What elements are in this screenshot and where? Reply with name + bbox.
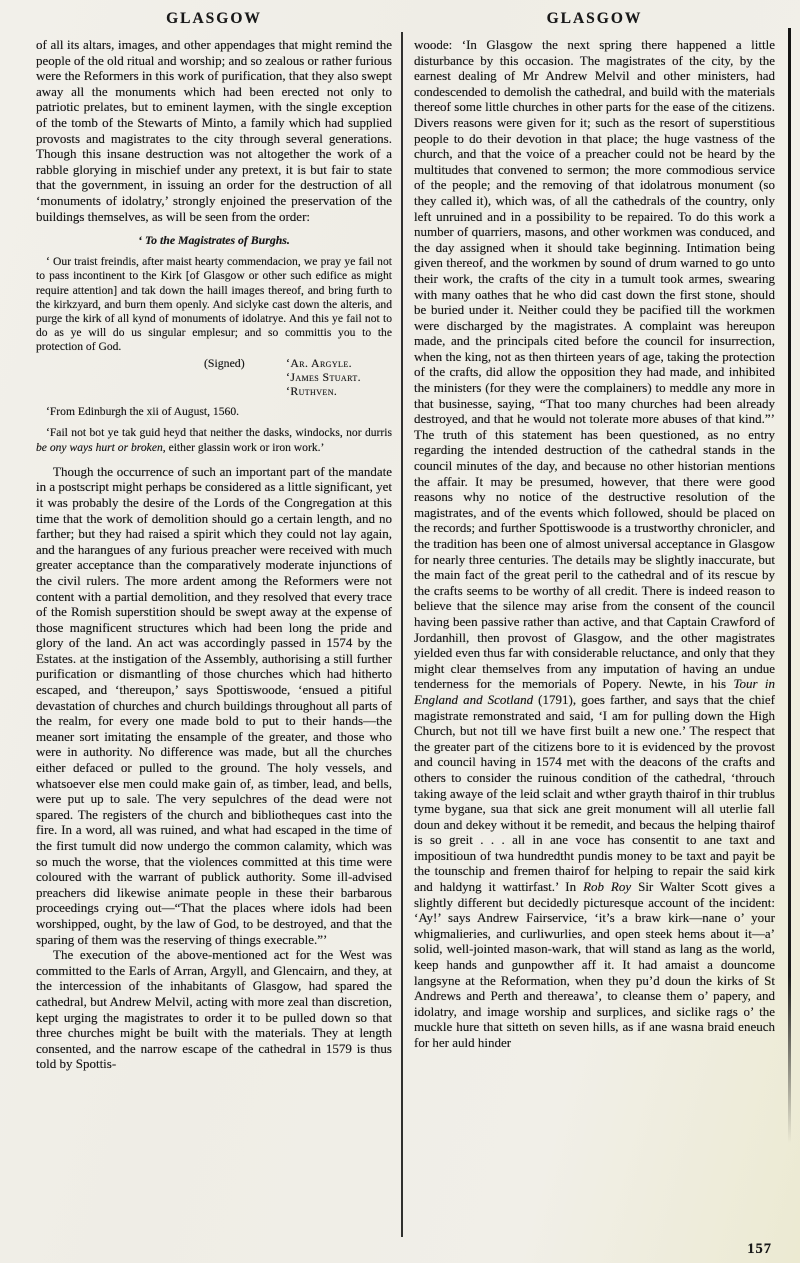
signature-argyle: ‘Ar. Argyle. <box>286 355 352 370</box>
right-running-head: GLASGOW <box>546 10 643 27</box>
text-segment: Sir Walter Scott gives a slightly different but decidedly picturesque account of the incident: ‘Ay!’ says Andrew Fairservice, ‘it’s a braw kirk—nane o’ your whigmalieries, and curliwurlies, and open steek hems about it—a’ solid, well-jointed mason-wark, that will stand as lang as the world, keep hands and gunpowther aff it. It had amaist a douncome langsyne at the Reformation, when they pu’d doun the kirks of St Andrews and Perth and thereawa’, to cleanse them o’ papery, and idolatry, and image worship and surplices, and siclike rags o’ the muckle hure that sitteth on seven hills, as if ane wasna braid eneuch for her auld hinder <box>414 879 775 1050</box>
signature-stuart: ‘James Stuart. <box>286 369 361 384</box>
page-number: 157 <box>747 1241 772 1257</box>
scan-edge-line <box>788 28 791 1143</box>
signature-ruthven: ‘Ruthven. <box>286 383 338 398</box>
text-segment: , either glassin work or iron work.’ <box>162 440 325 454</box>
text-segment: (1791), goes farther, and says that the chief magistrate remonstrated and said, ‘I am for pulling down the High Church, but not till we have first built a new one.’ The respect that the greater part of the citizens bore to it is evidenced by the provost and council having in 1574 met with the deacons of the crafts and others to consider the ruinous condition of the cathedral, ‘throuch taking awaye of the leid sclait and wther grayth thairof in thir trublus tyme bygane, sua that sick ane greit monument will all uterlie fall doun and dekey without it be remedit, and becaus the helping thairof is so greit . . . all in ane voce has consentit to ane taxt and impositioun of twa hundredtht pundis money to be taxt and payit be the tounschip and fremen thairof for helping to repair the said kirk and haldyng it wattirfast.’ In <box>414 691 776 895</box>
postscript <box>36 426 392 454</box>
text-segment: woode: ‘In Glasgow the next spring there happened a little disturbance by this occasion. The magistrates of the city, by the earnest dealing of Mr Andrew Melvil and other ministers, had condescended to demolish the cathedral, and build with the materials thereof some little churches in other parts for the ease of the citizens. Divers reasons were given for it; such as the resort of superstitious people to do their devotion in that place; the huge vastness of the church, and that the voice of a preacher could not be heard by the multitudes that convened to sermon; the more commodious service of the people; and the removing of that idolatrous monument (so they called it), which was, of all the cathedrals of the country, only left unruined and in a possibility to be repaired. To do this work a number of quarriers, masons, and other workmen was conduced, and the day assigned when it should take beginning. Intimation being given thereof, and the workmen by sound of drum warned to go unto their work, the crafts of the city in a tumult took armes, swearing with many oathes that he who did cast down the first stone, should be buried under it. Neither could they be pacified till the workmen were discharged by the magistrates. A complaint was hereupon made, and the principals cited before the council for insurrection, when the king, not as then thirteen years of age, taking the protection of the crafts, did allow the opposition they had made, and inhibited the ministers (for they were the complainers) to meddle any more in that businesse, saying, “That too many churches had been already destroyed, and that he would not tolerate more abuses of that kind.”’ The truth of this statement has been questioned, as no entry regarding the intended destruction of the cathedral stands in the council minutes of the day, and because no other historian mentions the affair. It may be presumed, however, that there were good reasons why no notice of the destructive resolution of the magistrates, and of the events which followed, should be placed on the records; and further Spottiswoode is a trustworthy chronicler, and the tradition has been one of almost universal acceptance in Glasgow for nearly three centuries. The details may be slightly inaccurate, but the main fact of the great peril to the cathedral and of its rescue by the crafts seems to be worthy of all credit. There is indeed reason to believe that the silence may arise from the consent of the council having been passive rather than active, and that Captain Crawford of Jordanhill, then provost of Glasgow, and the other magistrates yielded even thus far with considerable reluctance, and only that they might clear themselves from any imputation of having an undue tenderness for the memorials of Popery. Newte, in his <box>414 37 775 692</box>
left-running-head: GLASGOW <box>166 10 262 27</box>
execution-paragraph: The execution of the above-mentioned act for the West was committed to the Earls of Arran, Argyll, and Glencairn, and they, at the intercession of the inhabitants of Glasgow, had spared the cathedral, but Andrew Melvil, acting with more zeal than discretion, kept urging the magistrates to order it to be pulled down so that three churches might be built with the materials. They at length consented, and the narrow escape of the cathedral in 1579 is thus told by Spottis- <box>36 947 392 1072</box>
signed-label: (Signed) <box>204 355 245 370</box>
opening-paragraph: of all its altars, images, and other appendages that might remind the people of the old ritual and worship; and so zealous or rather furious were the Reformers in this work of purification, that they also swept away all the monuments which had been erected not only to patriotic prelates, but to eminent laymen, with the single exception of the tomb of the Stewarts of Minto, a family which had supplied provosts and magistrates to the city through several generations. Though this insane destruction was not altogether the work of a rabble glorying in mischief under any pretext, it is but fair to state that the government, in issuing an order for the destruction of all ‘monuments of idolatry,’ strongly enjoined the preservation of the buildings themselves, as will be seen from the order: <box>36 37 392 224</box>
signature-block <box>36 356 392 399</box>
column-divider <box>401 32 403 1237</box>
magistrates-address-heading: ‘ To the Magistrates of Burghs. <box>138 233 290 248</box>
dateline: ‘From Edinburgh the xii of August, 1560. <box>46 405 240 419</box>
italic-book-title-tour: Tour in England and Scotland <box>414 676 775 707</box>
right-column <box>414 8 775 1051</box>
italic-phrase: be ony ways hurt or broken <box>36 440 163 454</box>
spottiswoode-account-paragraph <box>414 37 775 1051</box>
reformation-paragraph: Though the occurrence of such an important part of the mandate in a postscript might perhaps be considered as a little significant, yet it was probably the desire of the Lords of the Congregation at this time that the work of demolition should go a certain length, and no farther; but they had raised a spirit which they could not lay again, and the harangues of any furious preacher were received with much greater acceptance than the comparatively moderate injunctions of the civil rulers. The more ardent among the Reformers were not content with a partial demolition, and they resolved that every trace of the Romish superstition should be swept away at the expense of those magnificent structures which had been long the pride and glory of the land. An act was accordingly passed in 1574 by the Estates. at the instigation of the Assembly, authorising a still further purification or dismantling of those churches which had hitherto escaped, and ‘thereupon,’ says Spottiswoode, ‘ensued a pitiful devastation of churches and church buildings throughout all parts of the realm, for every one made bold to put to their hands—the meaner sort imitating the ensample of the greater, and those who were in authority. No difference was made, but all the churches either defaced or pulled to the ground. The holy vessels, and whatsoever else men could make gain of, as timber, lead, and bells, were put up to sale. The very sepulchres of the dead were not spared. The registers of the church and bibliotheques cast into the fire. In a word, all was ruined, and what had escaped in the time of the first tumult did now undergo the common calamity, which was so much the worse, that the violences committed at this time were coloured with the warrant of publick authority. Some ill-advised preachers did likewise animate people in these their barbarous proceedings crying out—“That the places where idols had been worshipped, ought, by the law of God, to be destroyed, and that the sparing of them was the reserving of things execrable.”’ <box>36 463 392 947</box>
left-column <box>36 8 392 1072</box>
italic-book-title-rob-roy: Rob Roy <box>583 879 632 895</box>
council-letter: ‘ Our traist freindis, after maist hearty commendacion, we pray ye fail not to pass incontinent to the Kirk [of Glasgow or other such edifice as might require attention] and tak down the haill images thereof, and bring furth to the kirkzyard, and burn them openly. And siclyke cast down the alteris, and purge the kirk of all kynd of monuments of idolatrye. And this ye fail not to do as ye will do us singular emplesur; and so committis you to the protection of God. <box>36 255 392 354</box>
signature-list <box>286 356 390 399</box>
text-segment: ‘Fail not bot ye tak guid heyd that neither the dasks, windocks, nor durris <box>46 426 392 440</box>
